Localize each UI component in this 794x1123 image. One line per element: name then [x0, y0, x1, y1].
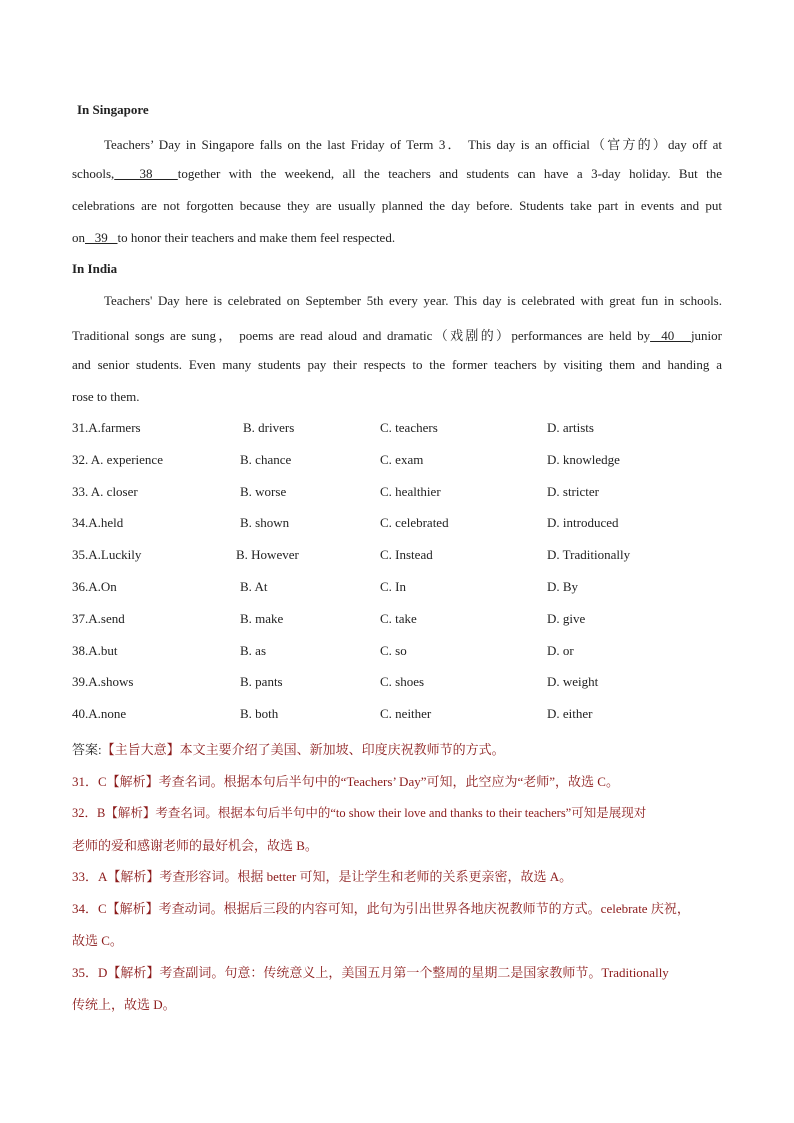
option-b: B. drivers — [243, 420, 295, 435]
option-b: B. worse — [240, 483, 287, 499]
option-c: C. Instead — [380, 547, 433, 563]
answer-summary: 【主旨大意】本文主要介绍了美国、新加坡、印度庆祝教师节的方式。 — [101, 742, 505, 757]
blank-39: 39 — [85, 230, 118, 245]
section-heading-singapore: In Singapore — [77, 102, 149, 117]
option-d: D. knowledge — [547, 451, 620, 467]
answer-line: 35．D【解析】考查副词。句意：传统意义上，美国五月第一个整周的星期二是国家教师节。Traditionally — [72, 965, 669, 980]
option-d: D. artists — [547, 420, 594, 435]
option-a: 31.A.farmers — [72, 420, 141, 435]
option-c: C. healthier — [380, 483, 441, 499]
option-c: C. take — [380, 610, 417, 626]
option-c: C. In — [380, 579, 406, 594]
option-b: B. At — [240, 579, 268, 594]
option-b: B. make — [240, 610, 284, 626]
blank-40: 40 — [650, 328, 691, 343]
answer-line: 33．A【解析】考查形容词。根据 better 可知，是让学生和老师的关系更亲密，故选 A。 — [72, 869, 573, 884]
option-a: 35.A.Luckily — [72, 547, 142, 563]
india-line-2 — [72, 325, 722, 344]
option-a: 38.A.but — [72, 642, 118, 658]
answer-line: 31．C【解析】考查名词。根据本句后半句中的“Teachers’ Day”可知，此空应为“老师”，故选 C。 — [72, 774, 619, 789]
option-b: B. However — [236, 547, 299, 563]
text-run: Traditional songs are sung， poems are read aloud and dramatic（戏剧的）performances are held by — [72, 328, 651, 343]
answer-line: 老师的爱和感谢老师的最好机会，故选 B。 — [72, 838, 318, 853]
option-a: 36.A.On — [72, 579, 117, 594]
india-line-4: rose to them. — [72, 389, 140, 404]
option-d: D. weight — [547, 674, 599, 690]
india-line-1: Teachers' Day here is celebrated on September 5th every year. This day is celebrated with great fun in schools. — [104, 293, 722, 308]
option-c: C. exam — [380, 451, 424, 467]
option-d: D. or — [547, 642, 574, 658]
option-d: D. Traditionally — [547, 547, 631, 563]
option-c: C. teachers — [380, 420, 438, 435]
option-b: B. both — [240, 706, 279, 722]
option-d: D. either — [547, 706, 593, 722]
option-b: B. shown — [240, 515, 290, 531]
option-d: D. give — [547, 610, 586, 626]
option-b: B. as — [240, 642, 266, 658]
answer-prefix: 答案: — [72, 742, 102, 757]
option-c: C. neither — [380, 706, 432, 722]
option-a: 39.A.shows — [72, 674, 134, 690]
text-run: on — [72, 230, 85, 245]
option-d: D. introduced — [547, 515, 619, 531]
answer-line: 32．B【解析】考查名词。根据本句后半句中的“to show their love and thanks to their teachers”可知是展现对 — [72, 806, 647, 820]
option-c: C. so — [380, 642, 407, 658]
option-b: B. chance — [240, 451, 292, 467]
singapore-line-4 — [72, 230, 395, 246]
option-d: D. stricter — [547, 483, 599, 499]
section-heading-india: In India — [72, 261, 118, 276]
option-a: 34.A.held — [72, 515, 124, 531]
answer-intro — [72, 739, 505, 758]
option-a: 40.A.none — [72, 706, 127, 722]
option-c: C. celebrated — [380, 515, 449, 531]
option-b: B. pants — [240, 674, 283, 690]
singapore-line-2 — [72, 166, 722, 182]
text-run: junior — [690, 328, 722, 343]
answer-line: 34．C【解析】考查动词。根据后三段的内容可知，此句为引出世界各地庆祝教师节的方式。celebrate 庆祝， — [72, 901, 690, 916]
blank-38: 38 — [114, 166, 178, 181]
option-a: 33. A. closer — [72, 483, 138, 499]
singapore-line-1: Teachers’ Day in Singapore falls on the last Friday of Term 3． This day is an official（官方的）day off at — [104, 137, 722, 152]
option-c: C. shoes — [380, 674, 425, 690]
answer-line: 故选 C。 — [72, 933, 123, 948]
text-run: schools, — [72, 166, 115, 181]
text-run: together with the weekend, all the teachers and students can have a 3-day holiday. But the — [177, 166, 722, 181]
option-a: 32. A. experience — [72, 451, 163, 467]
answer-line: 传统上，故选 D。 — [72, 997, 176, 1012]
option-a: 37.A.send — [72, 610, 125, 626]
india-line-3: and senior students. Even many students pay their respects to the former teachers by visiting them and handing a — [72, 357, 722, 372]
option-d: D. By — [547, 579, 579, 594]
text-run: to honor their teachers and make them feel respected. — [117, 230, 396, 245]
singapore-line-3: celebrations are not forgotten because they are usually planned the day before. Students take part in events and put — [72, 198, 722, 213]
